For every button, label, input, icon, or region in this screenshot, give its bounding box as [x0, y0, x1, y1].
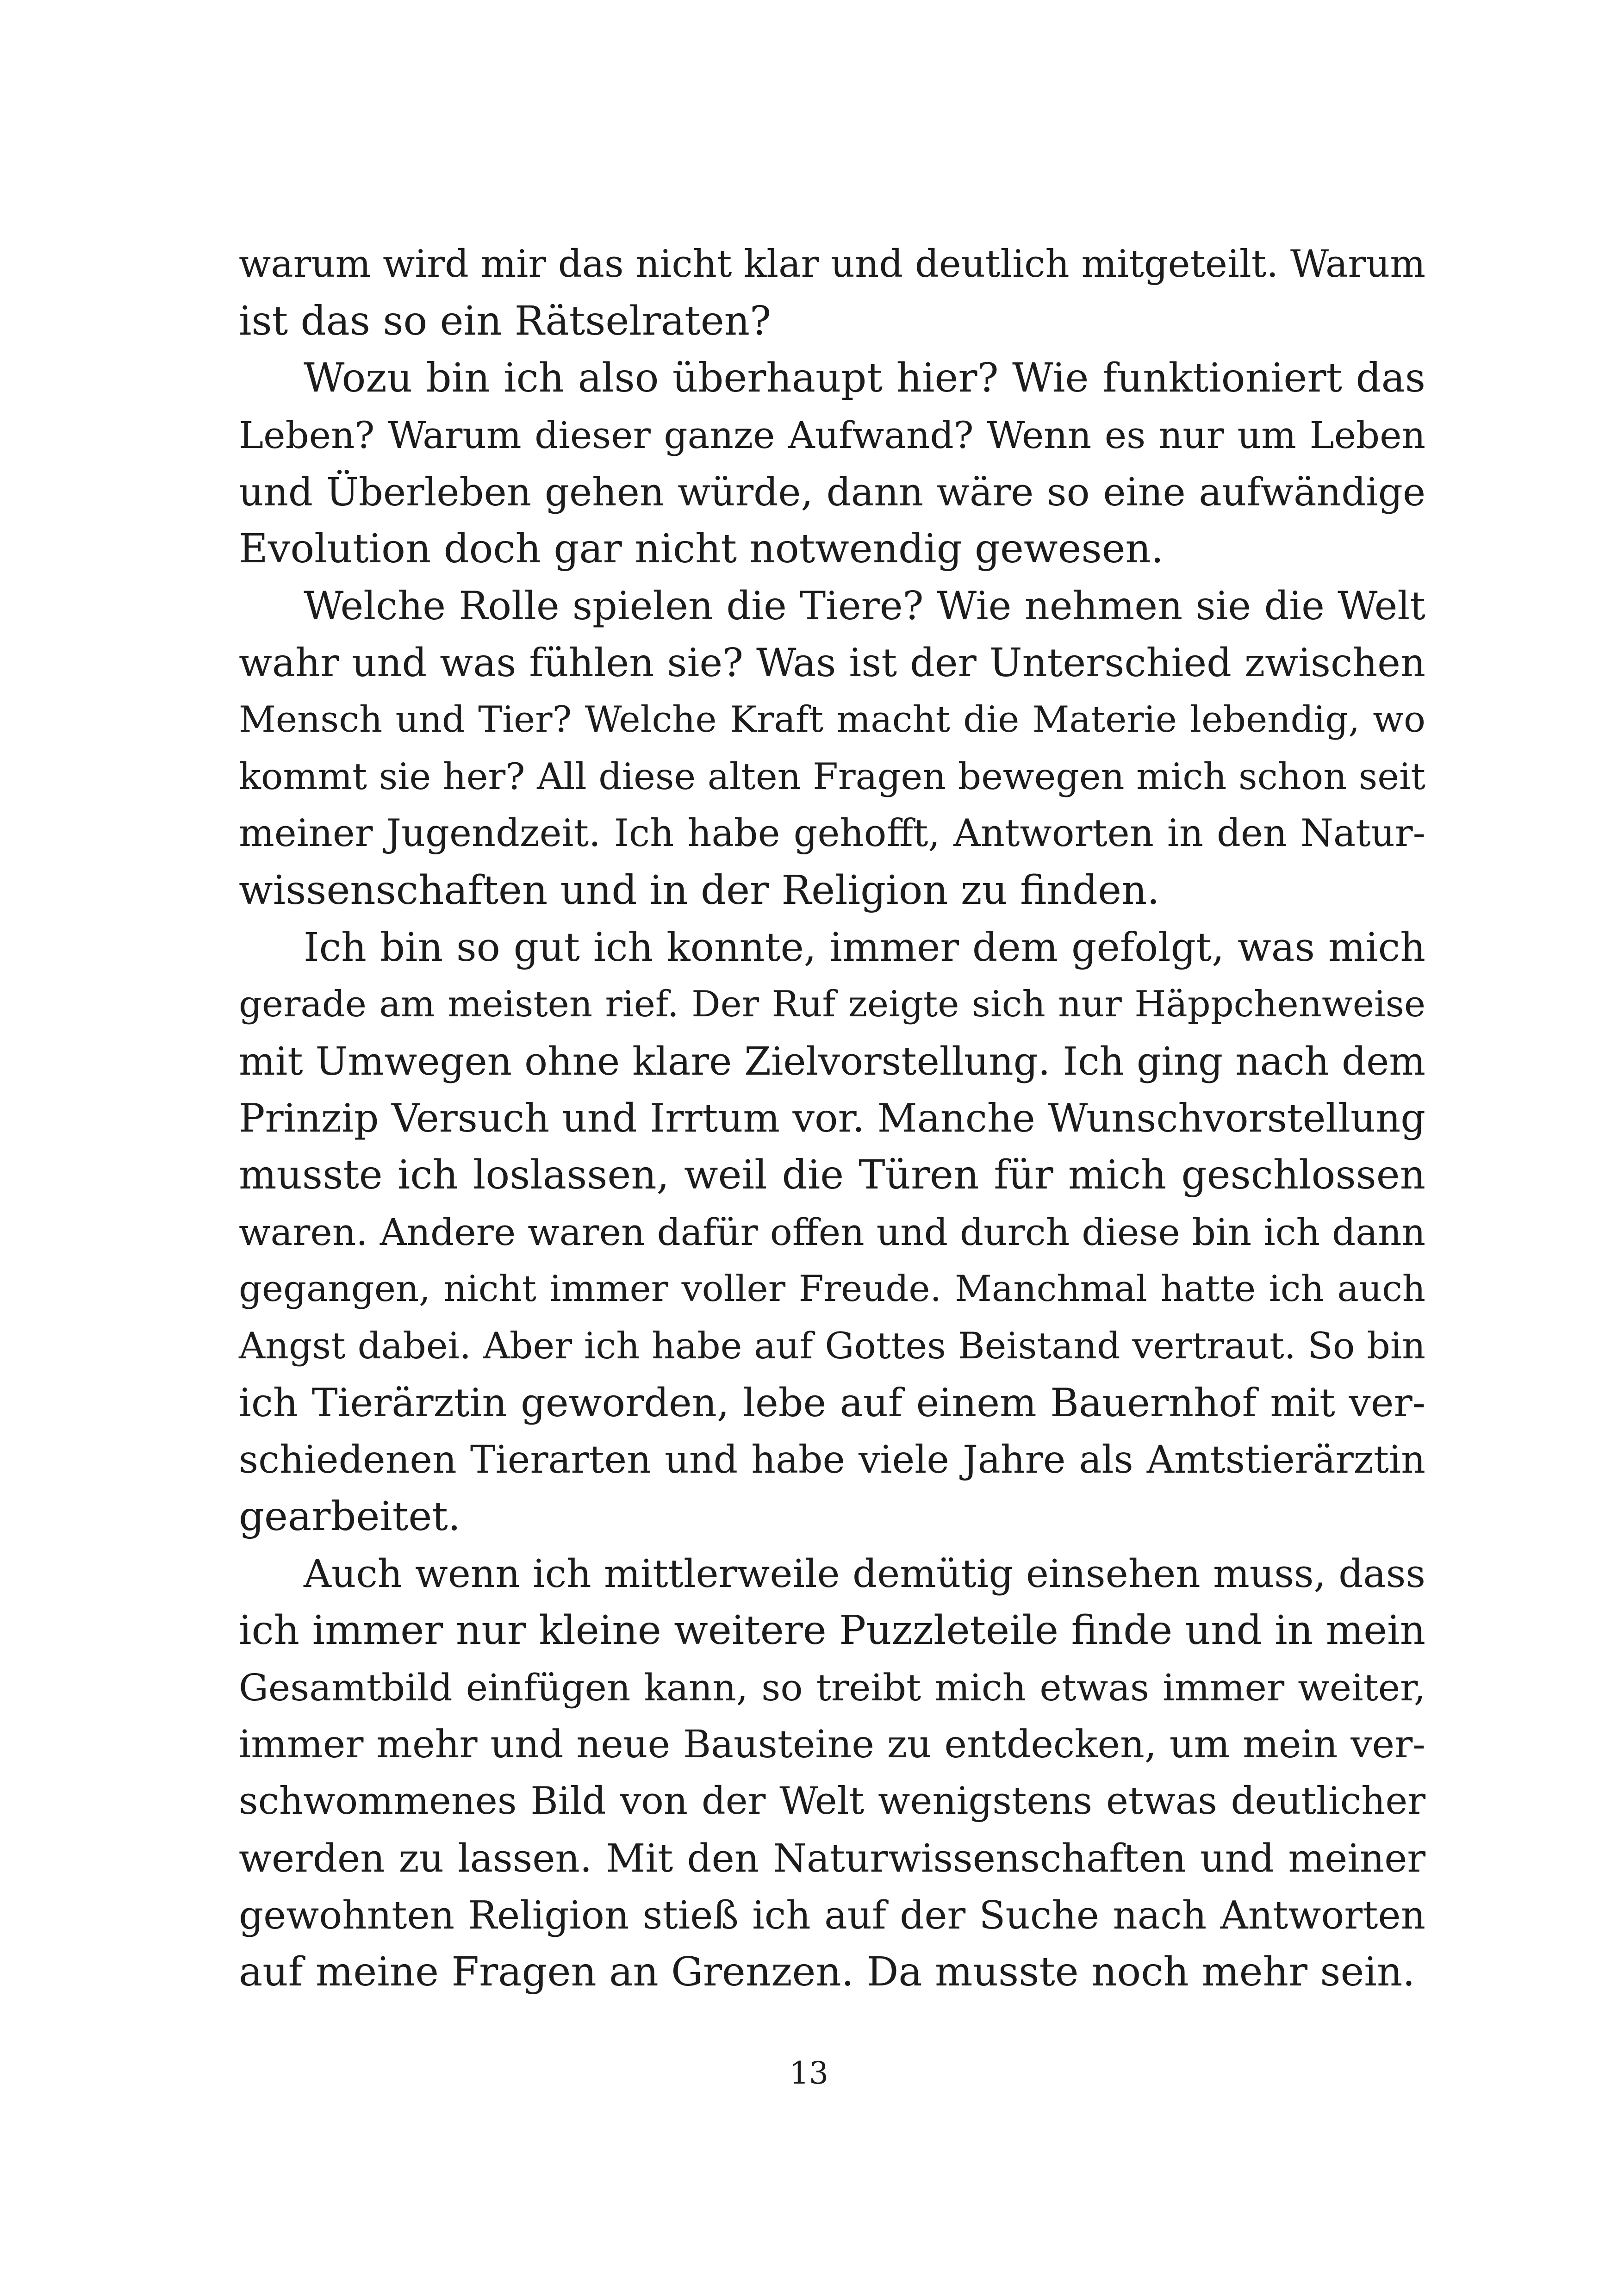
- paragraph: [239, 919, 1425, 1545]
- text-line: kommt sie her? All diese alten Fragen bewegen mich schon seit: [239, 755, 1425, 798]
- body-text: [239, 236, 1425, 2001]
- text-line: meiner Jugendzeit. Ich habe gehofft, Antworten in den Natur-: [239, 812, 1425, 855]
- text-line: wahr und was fühlen sie? Was ist der Unterschied zwischen: [239, 640, 1425, 685]
- text-line: werden zu lassen. Mit den Naturwissenschaften und meiner: [239, 1836, 1425, 1881]
- text-line: schiedenen Tierarten und habe viele Jahre als Amtstierärztin: [239, 1438, 1425, 1482]
- paragraph: [239, 578, 1425, 919]
- text-line: Evolution doch gar nicht notwendig gewesen.: [239, 526, 1164, 572]
- text-line: Angst dabei. Aber ich habe auf Gottes Beistand vertraut. So bin: [239, 1325, 1425, 1367]
- text-line: gewohnten Religion stieß ich auf der Suche nach Antworten: [239, 1893, 1425, 1938]
- text-line: gearbeitet.: [239, 1493, 461, 1540]
- text-line: auf meine Fragen an Grenzen. Da musste noch mehr sein.: [239, 1949, 1415, 1995]
- text-line: Wozu bin ich also überhaupt hier? Wie funktioniert das: [304, 355, 1425, 401]
- text-line: ich Tierärztin geworden, lebe auf einem Bauernhof mit ver-: [239, 1380, 1425, 1425]
- text-line: warum wird mir das nicht klar und deutlich mitgeteilt. Warum: [239, 243, 1426, 286]
- text-line: gegangen, nicht immer voller Freude. Manchmal hatte ich auch: [239, 1268, 1425, 1310]
- text-line: ich immer nur kleine weitere Puzzleteile finde und in mein: [239, 1607, 1425, 1654]
- text-line: schwommenes Bild von der Welt wenigstens etwas deutlicher: [239, 1780, 1425, 1823]
- text-line: Welche Rolle spielen die Tiere? Wie nehmen sie die Welt: [304, 583, 1425, 628]
- text-line: waren. Andere waren dafür offen und durch diese bin ich dann: [239, 1211, 1425, 1254]
- text-line: gerade am meisten rief. Der Ruf zeigte sich nur Häppchenweise: [239, 983, 1425, 1025]
- paragraph: [239, 1545, 1425, 2001]
- text-line: musste ich loslassen, weil die Türen für mich geschlossen: [239, 1152, 1425, 1198]
- text-line: ist das so ein Rätselraten?: [239, 298, 772, 344]
- text-line: und Überleben gehen würde, dann wäre so eine aufwändige: [239, 470, 1425, 515]
- paragraph: [239, 350, 1425, 578]
- text-line: Gesamtbild einfügen kann, so treibt mich etwas immer weiter,: [239, 1666, 1425, 1709]
- page-number: 13: [790, 2055, 828, 2091]
- text-line: wissenschaften und in der Religion zu finden.: [239, 867, 1160, 914]
- text-line: Leben? Warum dieser ganze Aufwand? Wenn es nur um Leben: [239, 414, 1425, 457]
- text-line: Prinzip Versuch und Irrtum vor. Manche Wunschvorstellung: [239, 1095, 1425, 1141]
- text-line: Ich bin so gut ich konnte, immer dem gefolgt, was mich: [304, 925, 1425, 971]
- text-line: Mensch und Tier? Welche Kraft macht die Materie lebendig, wo: [239, 699, 1425, 740]
- text-line: immer mehr und neue Bausteine zu entdecken, um mein ver-: [239, 1723, 1425, 1767]
- text-line: Auch wenn ich mittlerweile demütig einsehen muss, dass: [304, 1551, 1425, 1596]
- paragraph: [239, 236, 1425, 350]
- text-line: mit Umwegen ohne klare Zielvorstellung. Ich ging nach dem: [239, 1039, 1425, 1084]
